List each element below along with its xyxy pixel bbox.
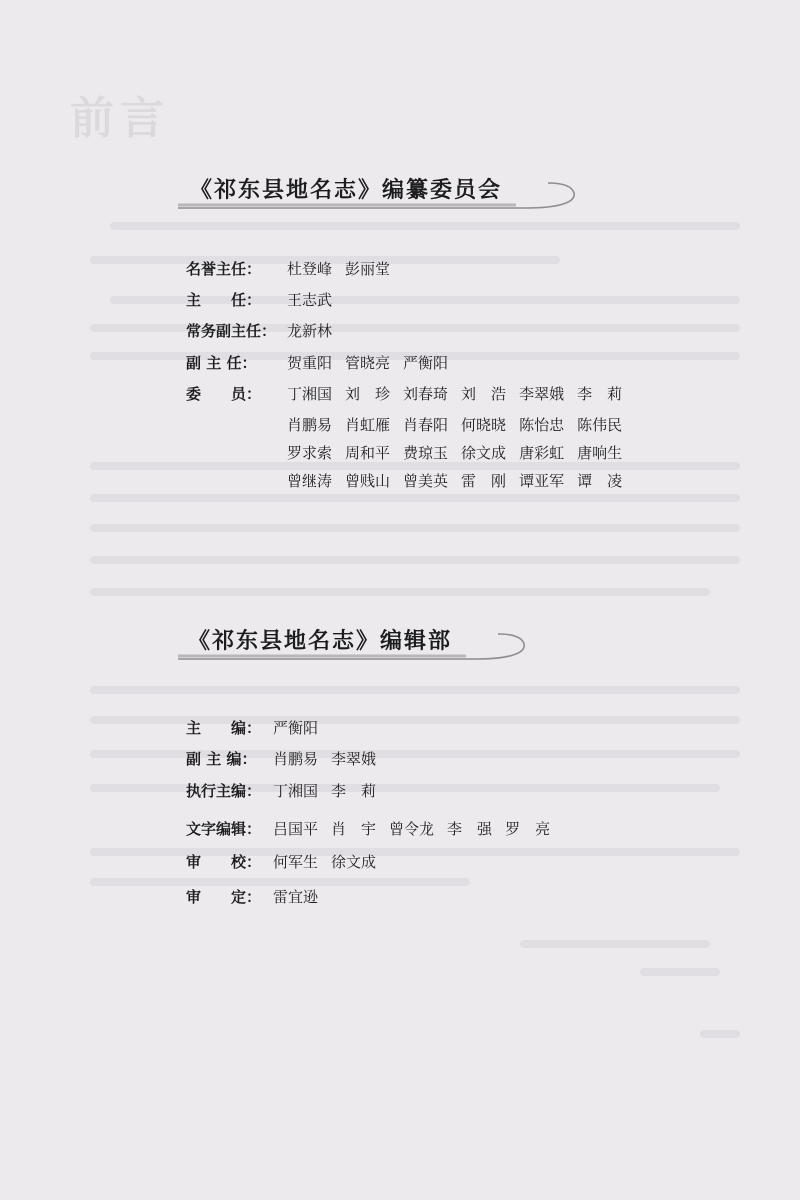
person-name: 徐文成 — [461, 444, 507, 462]
bleed-line — [700, 1030, 740, 1038]
person-name: 严衡阳 — [273, 719, 319, 737]
role-label: 审 校： — [186, 853, 262, 871]
role-label: 副 主 任： — [186, 354, 257, 372]
role-label: 副 主 编： — [186, 750, 257, 768]
person-name: 刘春琦 — [403, 385, 449, 403]
bleed-line — [110, 222, 740, 230]
person-name: 徐文成 — [331, 853, 377, 871]
role-label: 名誉主任： — [186, 260, 262, 278]
names-row — [287, 383, 635, 404]
person-name: 吕国平 — [273, 820, 319, 838]
person-name: 李翠娥 — [331, 750, 377, 768]
person-name: 严衡阳 — [403, 354, 449, 372]
names-row — [273, 717, 331, 738]
person-name: 曾贱山 — [345, 472, 391, 490]
person-name: 李 莉 — [577, 385, 623, 403]
names-row — [273, 748, 389, 769]
role-label: 文字编辑： — [186, 820, 262, 838]
bleed-line — [90, 686, 740, 694]
person-name: 丁湘国 — [287, 385, 333, 403]
person-name: 周和平 — [345, 444, 391, 462]
person-name: 曾令龙 — [389, 820, 435, 838]
bleed-line — [90, 588, 710, 596]
role-label: 审 定： — [186, 888, 262, 906]
person-name: 肖春阳 — [403, 416, 449, 434]
person-name: 罗 亮 — [505, 820, 551, 838]
names-row — [287, 320, 345, 341]
names-row — [273, 818, 563, 839]
person-name: 雷 刚 — [461, 472, 507, 490]
bleed-line — [90, 556, 740, 564]
names-row — [287, 352, 461, 373]
person-name: 李 强 — [447, 820, 493, 838]
person-name: 李 莉 — [331, 782, 377, 800]
bleed-line — [90, 462, 740, 470]
person-name: 刘 浩 — [461, 385, 507, 403]
names-row — [273, 851, 389, 872]
person-name: 何军生 — [273, 853, 319, 871]
person-name: 陈伟民 — [577, 416, 623, 434]
person-name: 龙新林 — [287, 322, 333, 340]
person-name: 丁湘国 — [273, 782, 319, 800]
bleed-line — [90, 524, 740, 532]
person-name: 肖鹏易 — [273, 750, 319, 768]
person-name: 杜登峰 — [287, 260, 333, 278]
names-row — [287, 258, 403, 279]
bleed-line — [90, 784, 720, 792]
person-name: 费琼玉 — [403, 444, 449, 462]
bleed-line — [520, 940, 710, 948]
role-label: 主 任： — [186, 291, 262, 309]
person-name: 何晓晓 — [461, 416, 507, 434]
person-name: 谭亚军 — [519, 472, 565, 490]
person-name: 贺重阳 — [287, 354, 333, 372]
role-label: 委 员： — [186, 385, 262, 403]
person-name: 肖虹雁 — [345, 416, 391, 434]
names-row — [287, 289, 345, 310]
person-name: 肖 宇 — [331, 820, 377, 838]
person-name: 刘 珍 — [345, 385, 391, 403]
editorial-title-underline — [176, 631, 528, 663]
person-name: 曾美英 — [403, 472, 449, 490]
person-name: 曾继涛 — [287, 472, 333, 490]
person-name: 陈怡忠 — [519, 416, 565, 434]
role-label: 常务副主任： — [186, 322, 277, 340]
names-row — [273, 780, 389, 801]
person-name: 彭丽堂 — [345, 260, 391, 278]
bleed-line — [90, 878, 470, 886]
person-name: 谭 凌 — [577, 472, 623, 490]
bleed-through-heading: 前言 — [70, 93, 170, 144]
person-name: 肖鹏易 — [287, 416, 333, 434]
person-name: 管晓亮 — [345, 354, 391, 372]
person-name: 雷宜逊 — [273, 888, 319, 906]
names-row — [287, 470, 635, 491]
bleed-through-mark — [688, 82, 758, 128]
person-name: 李翠娥 — [519, 385, 565, 403]
role-label: 执行主编： — [186, 782, 262, 800]
committee-title: 《祁东县地名志》编纂委员会 — [190, 177, 503, 203]
committee-title-underline — [176, 180, 580, 212]
names-row — [287, 414, 635, 435]
bleed-line — [90, 494, 740, 502]
person-name: 王志武 — [287, 291, 333, 309]
role-label: 主 编： — [186, 719, 262, 737]
names-row — [273, 886, 331, 907]
names-row — [287, 442, 635, 463]
editorial-title: 《祁东县地名志》编辑部 — [188, 628, 453, 654]
person-name: 唐彩虹 — [519, 444, 565, 462]
person-name: 唐响生 — [577, 444, 623, 462]
person-name: 罗求索 — [287, 444, 333, 462]
bleed-line — [640, 968, 720, 976]
